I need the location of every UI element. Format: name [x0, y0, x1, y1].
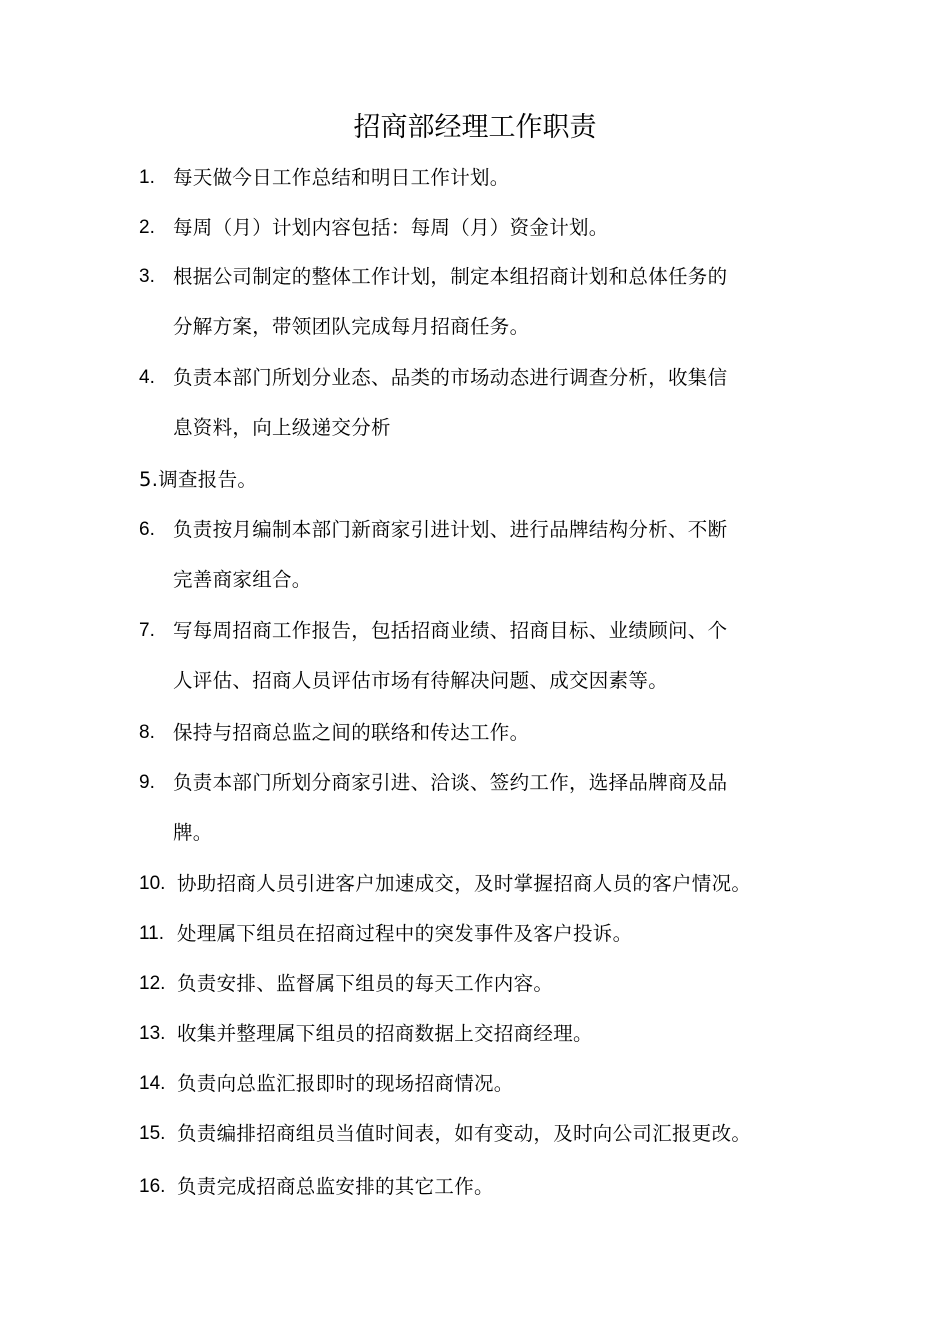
- item-number: 16.: [139, 1176, 166, 1197]
- list-item: [139, 455, 859, 505]
- item-text: 负责按月编制本部门新商家引进计划、进行品牌结构分析、不断 完善商家组合。: [173, 518, 728, 591]
- list-item: [139, 909, 859, 959]
- item-text: 每周（月）计划内容包括：每周（月）资金计划。: [173, 216, 609, 239]
- item-text: 5.调查报告。: [139, 468, 258, 491]
- item-number: 10.: [139, 873, 166, 894]
- item-number: 4.: [139, 367, 155, 388]
- item-number: 2.: [139, 217, 155, 238]
- list-item: [139, 606, 859, 706]
- item-text: 负责完成招商总监安排的其它工作。: [177, 1175, 494, 1198]
- list-item: [139, 1109, 859, 1159]
- item-number: 15.: [139, 1123, 166, 1144]
- item-text: 保持与招商总监之间的联络和传达工作。: [173, 721, 530, 744]
- item-text: 每天做今日工作总结和明日工作计划。: [173, 166, 510, 189]
- item-text: 处理属下组员在招商过程中的突发事件及客户投诉。: [177, 922, 633, 945]
- item-number: 6.: [139, 519, 155, 540]
- list-item: [139, 505, 859, 605]
- list-item: [139, 203, 859, 253]
- item-text: 负责向总监汇报即时的现场招商情况。: [177, 1072, 514, 1095]
- item-text: 负责本部门所划分业态、品类的市场动态进行调查分析，收集信 息资料，向上级递交分析: [173, 366, 728, 439]
- page-title: 招商部经理工作职责: [353, 112, 597, 143]
- list-item: [139, 708, 859, 758]
- item-number: 14.: [139, 1073, 166, 1094]
- item-text: 负责编排招商组员当值时间表，如有变动，及时向公司汇报更改。: [177, 1122, 752, 1145]
- item-number: 8.: [139, 722, 155, 743]
- list-item: [139, 959, 859, 1009]
- list-item: [139, 1059, 859, 1109]
- item-number: 3.: [139, 266, 155, 287]
- item-number: 12.: [139, 973, 166, 994]
- list-item: [139, 1009, 859, 1059]
- item-number: 1.: [139, 167, 155, 188]
- list-item: [139, 859, 859, 909]
- item-number: 9.: [139, 772, 155, 793]
- item-text: 根据公司制定的整体工作计划，制定本组招商计划和总体任务的 分解方案，带领团队完成每月招商任务。: [173, 265, 728, 338]
- item-text: 负责安排、监督属下组员的每天工作内容。: [177, 972, 554, 995]
- item-text: 负责本部门所划分商家引进、洽谈、签约工作，选择品牌商及品 牌。: [173, 771, 728, 844]
- item-text: 写每周招商工作报告，包括招商业绩、招商目标、业绩顾问、个 人评估、招商人员评估市场有待解决问题、成交因素等。: [173, 619, 728, 692]
- list-item: [139, 252, 859, 352]
- item-number: 7.: [139, 620, 155, 641]
- item-number: 13.: [139, 1023, 166, 1044]
- list-item: [139, 1162, 859, 1212]
- item-text: 协助招商人员引进客户加速成交，及时掌握招商人员的客户情况。: [177, 872, 752, 895]
- list-item: [139, 758, 859, 858]
- list-item: [139, 353, 859, 453]
- list-item: [139, 153, 859, 203]
- item-number: 11.: [139, 923, 165, 944]
- item-text: 收集并整理属下组员的招商数据上交招商经理。: [177, 1022, 593, 1045]
